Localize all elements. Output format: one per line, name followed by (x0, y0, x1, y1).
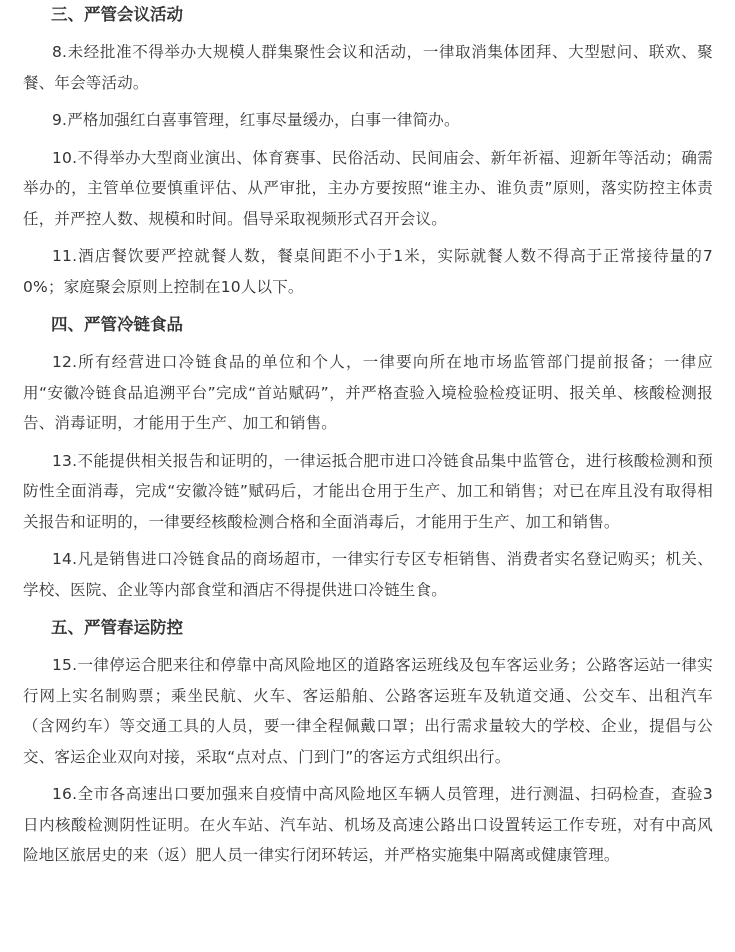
paragraph-item-14: 14.凡是销售进口冷链食品的商场超市，一律实行专区专柜销售、消费者实名登记购买；机关、学校、医院、企业等内部食堂和酒店不得提供进口冷链生食。 (23, 550, 713, 599)
section-heading: 五、严管春运防控 (51, 618, 183, 637)
paragraph-item-12: 12.所有经营进口冷链食品的单位和个人，一律要向所在地市场监管部门提前报备；一律应用“安徽冷链食品追溯平台”完成“首站赋码”，并严格查验入境检验检疫证明、报关单、核酸检测报告、消毒证明，才能用于生产、加工和销售。 (23, 353, 713, 432)
section-spring-transport (23, 613, 713, 871)
section-heading: 三、严管会议活动 (51, 5, 183, 24)
section-meetings (23, 0, 713, 302)
section-cold-chain (23, 310, 713, 605)
paragraph-item-13: 13.不能提供相关报告和证明的，一律运抵合肥市进口冷链食品集中监管仓，进行核酸检测和预防性全面消毒，完成“安徽冷链”赋码后，才能出仓用于生产、加工和销售；对已在库且没有取得相关报告和证明的，一律要经核酸检测合格和全面消毒后，才能用于生产、加工和销售。 (23, 451, 713, 531)
paragraph-item-10: 10.不得举办大型商业演出、体育赛事、民俗活动、民间庙会、新年祈福、迎新年等活动；确需举办的，主管单位要慎重评估、从严审批，主办方要按照“谁主办、谁负责”原则，落实防控主体责任，并严控人数、规模和时间。倡导采取视频形式召开会议。 (23, 148, 713, 228)
paragraph-item-9: 9.严格加强红白喜事管理，红事尽量缓办，白事一律简办。 (52, 111, 460, 129)
paragraph-item-11: 11.酒店餐饮要严控就餐人数，餐桌间距不小于1米，实际就餐人数不得高于正常接待量的70%；家庭聚会原则上控制在10人以下。 (23, 247, 713, 296)
section-heading: 四、严管冷链食品 (51, 315, 183, 334)
document-body (23, 0, 713, 871)
paragraph-item-16: 16.全市各高速出口要加强来自疫情中高风险地区车辆人员管理，进行测温、扫码检查，查验3日内核酸检测阴性证明。在火车站、汽车站、机场及高速公路出口设置转运工作专班，对有中高风险地区旅居史的来（返）肥人员一律实行闭环转运，并严格实施集中隔离或健康管理。 (23, 785, 713, 864)
paragraph-item-8: 8.未经批准不得举办大规模人群集聚性会议和活动，一律取消集体团拜、大型慰问、联欢、聚餐、年会等活动。 (23, 43, 713, 92)
paragraph-item-15: 15.一律停运合肥来往和停靠中高风险地区的道路客运班线及包车客运业务；公路客运站一律实行网上实名制购票；乘坐民航、火车、客运船舶、公路客运班车及轨道交通、公交车、出租汽车（含网约车）等交通工具的人员，要一律全程佩戴口罩；出行需求量较大的学校、企业，提倡与公交、客运企业双向对接，采取“点对点、门到门”的客运方式组织出行。 (23, 656, 713, 766)
